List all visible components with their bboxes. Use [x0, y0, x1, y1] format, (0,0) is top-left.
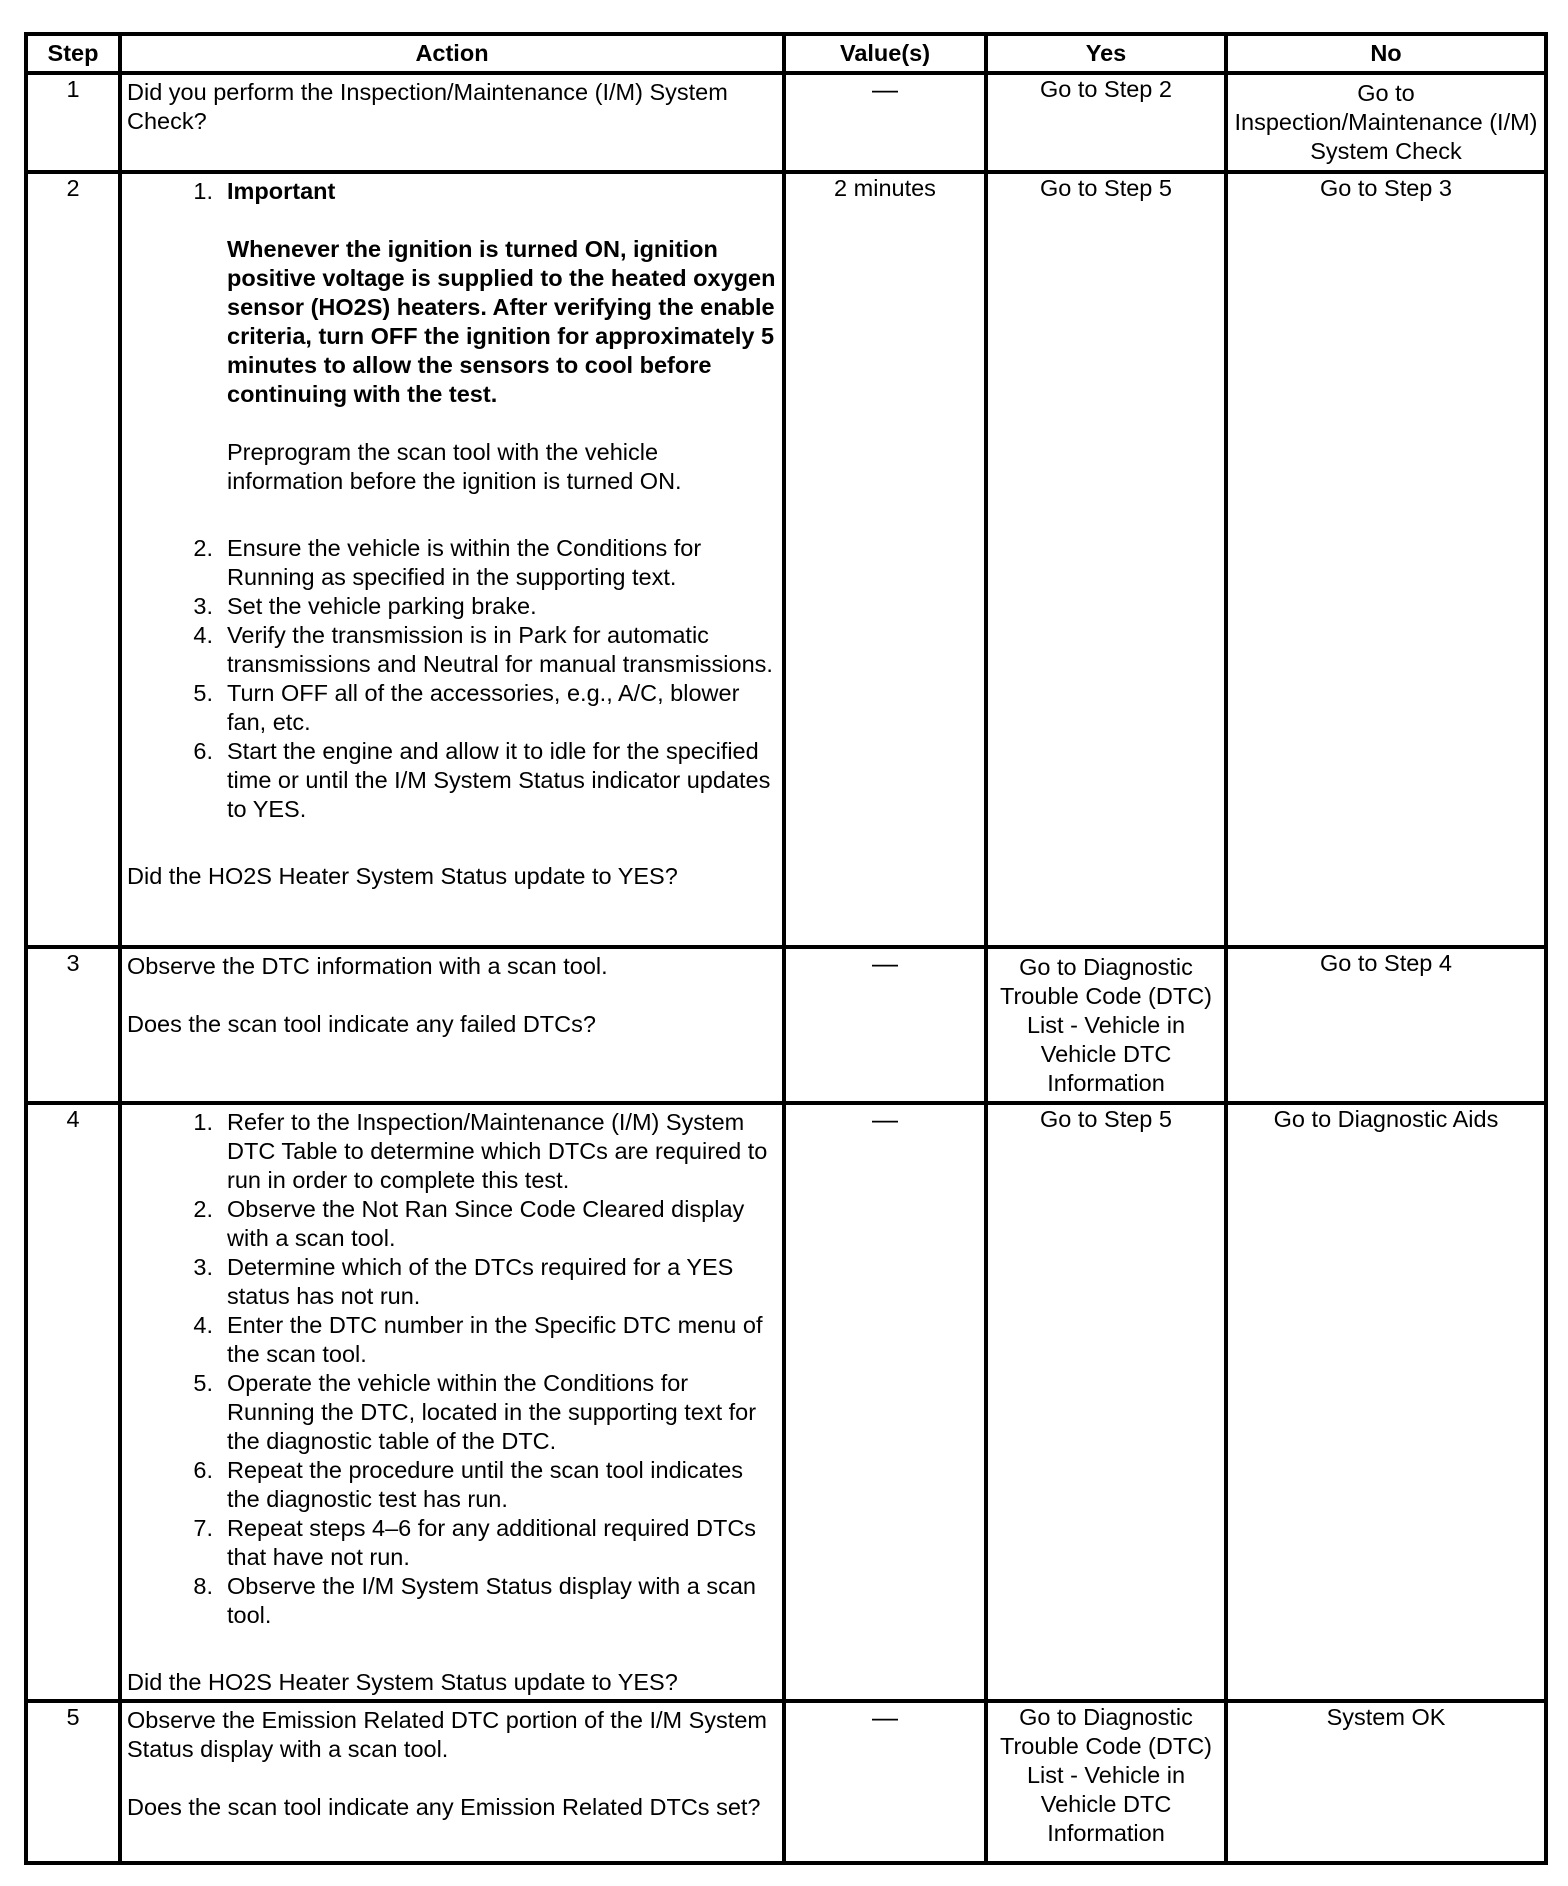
preprogram-text: Preprogram the scan tool with the vehicle information before the ignition is turned ON. — [227, 439, 682, 494]
header-action: Action — [120, 34, 784, 73]
list-item: 4. Verify the transmission is in Park for automatic transmissions and Neutral for manual transmissions. — [193, 622, 773, 677]
no-cell — [1226, 172, 1546, 947]
action-text: Observe the Emission Related DTC portion of the I/M System Status display with a scan tool. — [127, 1707, 767, 1762]
question-text: Does the scan tool indicate any failed DTCs? — [127, 1011, 596, 1037]
action-cell — [120, 947, 784, 1103]
diagnostic-table — [24, 32, 1548, 1865]
table-row-step-4 — [26, 1103, 1546, 1701]
header-row — [26, 34, 1546, 73]
table-row-step-1 — [26, 73, 1546, 172]
yes-cell — [986, 947, 1226, 1103]
list-item: 1. Refer to the Inspection/Maintenance (I/M) System DTC Table to determine which DTCs are required to run in order to complete this test. — [193, 1109, 768, 1193]
value-text: — — [872, 1104, 898, 1134]
no-action: Go to Step 3 — [1320, 175, 1452, 201]
action-cell — [120, 73, 784, 172]
yes-cell — [986, 1103, 1226, 1701]
value-cell — [784, 172, 986, 947]
table-row-step-5 — [26, 1701, 1546, 1863]
list-item: 5. Operate the vehicle within the Conditions for Running the DTC, located in the supporting text for the diagnostic table of the DTC. — [193, 1370, 757, 1454]
list-item: 2. Ensure the vehicle is within the Conditions for Running as specified in the supporting text. — [193, 535, 702, 590]
yes-action: Go to Diagnostic Trouble Code (DTC) List - Vehicle in Vehicle DTC Information — [1000, 953, 1212, 1096]
question-text: Did the HO2S Heater System Status update to YES? — [127, 1669, 678, 1695]
value-text: — — [872, 948, 898, 978]
list-item: 7. Repeat steps 4–6 for any additional required DTCs that have not run. — [193, 1515, 757, 1570]
yes-action: Go to Diagnostic Trouble Code (DTC) List - Vehicle in Vehicle DTC Information — [1000, 1704, 1212, 1846]
no-cell — [1226, 1103, 1546, 1701]
value-cell — [784, 947, 986, 1103]
yes-cell — [986, 172, 1226, 947]
list-item — [127, 177, 777, 534]
step-number: 3 — [26, 947, 120, 1103]
yes-cell — [986, 1701, 1226, 1863]
important-text: Whenever the ignition is turned ON, ignition positive voltage is supplied to the heated oxygen sensor (HO2S) heaters. After verifying the enable criteria, turn OFF the ignition for approximately 5 minutes to allow the sensors to cool before continuing with the test. — [227, 236, 776, 407]
action-cell — [120, 1701, 784, 1863]
header-values: Value(s) — [784, 34, 986, 73]
list-item: 5. Turn OFF all of the accessories, e.g., A/C, blower fan, etc. — [193, 680, 740, 735]
question-text: Did the HO2S Heater System Status update to YES? — [127, 863, 678, 889]
no-cell — [1226, 73, 1546, 172]
step-number: 1 — [26, 73, 120, 172]
question-text: Does the scan tool indicate any Emission Related DTCs set? — [127, 1794, 761, 1820]
no-cell — [1226, 947, 1546, 1103]
value-text: — — [872, 74, 898, 104]
header-yes: Yes — [986, 34, 1226, 73]
yes-action: Go to Step 5 — [1040, 1106, 1172, 1132]
procedure-list — [127, 177, 777, 824]
list-item: 6. Repeat the procedure until the scan tool indicates the diagnostic test has run. — [193, 1457, 744, 1512]
list-item: 3. Determine which of the DTCs required for a YES status has not run. — [193, 1254, 734, 1309]
value-cell — [784, 1103, 986, 1701]
yes-action: Go to Step 5 — [1040, 175, 1172, 201]
table-row-step-2 — [26, 172, 1546, 947]
value-text: — — [872, 1702, 898, 1732]
step-number: 5 — [26, 1701, 120, 1863]
value-cell — [784, 1701, 986, 1863]
no-action: Go to Diagnostic Aids — [1273, 1106, 1499, 1132]
list-item: 3. Set the vehicle parking brake. — [193, 593, 537, 619]
step-number: 4 — [26, 1103, 120, 1701]
yes-action: Go to Step 2 — [1040, 76, 1172, 102]
procedure-list — [127, 1108, 777, 1630]
list-item: 6. Start the engine and allow it to idle for the specified time or until the I/M System Status indicator updates to YES. — [193, 738, 771, 822]
step-number: 2 — [26, 172, 120, 947]
no-action: System OK — [1326, 1704, 1446, 1730]
action-text: Observe the DTC information with a scan tool. — [127, 953, 608, 979]
list-item: 4. Enter the DTC number in the Specific DTC menu of the scan tool. — [193, 1312, 763, 1367]
action-cell — [120, 172, 784, 947]
list-item: 2. Observe the Not Ran Since Code Cleared display with a scan tool. — [193, 1196, 745, 1251]
no-action: Go to Step 4 — [1320, 950, 1452, 976]
value-text: 2 minutes — [834, 175, 936, 201]
no-cell — [1226, 1701, 1546, 1863]
yes-cell — [986, 73, 1226, 172]
list-item-number: 1. — [193, 178, 213, 204]
no-action: Go to Inspection/Maintenance (I/M) System Check — [1234, 80, 1538, 164]
header-step: Step — [26, 34, 120, 73]
table-row-step-3 — [26, 947, 1546, 1103]
header-no: No — [1226, 34, 1546, 73]
action-cell — [120, 1103, 784, 1701]
value-cell — [784, 73, 986, 172]
important-title: Important — [227, 178, 336, 204]
list-item: 8. Observe the I/M System Status display with a scan tool. — [193, 1573, 756, 1628]
action-text: Did you perform the Inspection/Maintenance (I/M) System Check? — [127, 79, 728, 134]
